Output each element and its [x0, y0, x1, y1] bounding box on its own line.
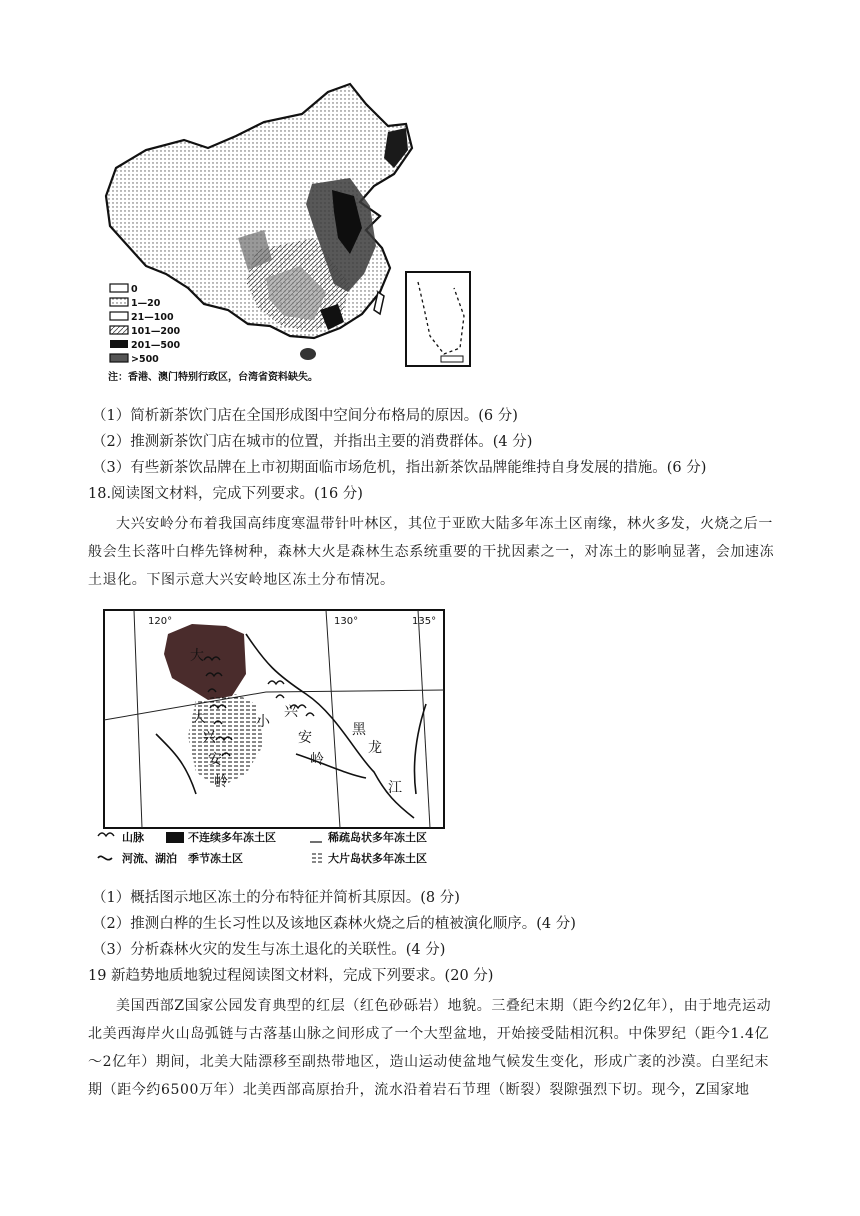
q17-sub2: （2）推测新茶饮门店在城市的位置，并指出主要的消费群体。(4 分)	[92, 434, 533, 450]
label-da1: 大	[190, 648, 204, 664]
legend-1-20: 1—20	[131, 298, 161, 309]
q17-sub1: （1）简析新茶饮门店在全国形成图中空间分布格局的原因。(6 分)	[92, 408, 518, 424]
label-ling1: 岭	[214, 774, 228, 790]
q18-sub3: （3）分析森林火灾的发生与冻土退化的关联性。(4 分)	[92, 942, 446, 958]
legend-river-symbol	[98, 856, 112, 859]
q17-sub3: （3）有些新茶饮品牌在上市初期面临市场危机，指出新茶饮品牌能维持自身发展的措施。(6 分)	[92, 460, 707, 476]
q18-heading: 18.阅读图文材料，完成下列要求。(16 分)	[88, 486, 363, 502]
q19-paragraph: 美国西部Z国家公园发育典型的红层（红色砂砾岩）地貌。三叠纪末期（距今约2亿年），由于地壳运动北美西海岸火山岛弧链与古落基山脉之间形成了一个大型盆地，开始接受陆相沉积。中侏罗纪（距今1.4亿～2亿年）期间，北美大陆漂移至副热带地区，造山运动使盆地气候发生变化，形成广袤的沙漠。白垩纪末期（距今约6500万年）北美西部高原抬升，流水沿着岩石节理（断裂）裂隙强烈下切。现今，Z国家地	[88, 998, 772, 1098]
map2-legend	[98, 830, 427, 865]
hainan-island	[300, 348, 316, 360]
label-da2: 大	[192, 710, 206, 726]
legend-river-lake: 河流、湖泊	[122, 852, 177, 865]
map1-note: 注：香港、澳门特别行政区，台湾省资料缺失。	[108, 372, 318, 383]
legend-mountain-symbol	[98, 833, 114, 836]
legend-500-plus: >500	[131, 354, 159, 365]
label-ling2: 岭	[310, 752, 324, 768]
lon-130: 130°	[334, 616, 359, 627]
legend-discontinuous: 不连续多年冻土区	[188, 831, 276, 844]
legend-201-500: 201—500	[131, 340, 181, 351]
legend-large-island: 大片岛状多年冻土区	[328, 852, 427, 865]
legend-seasonal: 季节冻土区	[188, 852, 243, 865]
legend-0: 0	[131, 284, 138, 295]
label-an1: 安	[208, 752, 222, 768]
legend-101-200: 101—200	[131, 326, 181, 337]
label-jiang: 江	[388, 780, 402, 796]
label-xiao: 小	[256, 714, 270, 730]
label-hei: 黑	[352, 722, 366, 738]
q18-paragraph: 大兴安岭分布着我国高纬度寒温带针叶林区，其位于亚欧大陆多年冻土区南缘，林火多发，火烧之后一般会生长落叶白桦先锋树种，森林大火是森林生态系统重要的干扰因素之一，对冻土的影响显著，会加速冻土退化。下图示意大兴安岭地区冻土分布情况。	[88, 516, 775, 588]
permafrost-map	[96, 604, 476, 866]
legend-sparse-island: 稀疏岛状多年冻土区	[328, 831, 427, 844]
label-an2: 安	[298, 730, 312, 746]
china-store-distribution-map	[88, 78, 478, 388]
q19-heading: 19 新趋势地质地貌过程阅读图文材料，完成下列要求。(20 分)	[88, 968, 494, 984]
label-xing1: 兴	[202, 730, 216, 746]
label-xing2: 兴	[284, 704, 298, 720]
q18-sub2: （2）推测白桦的生长习性以及该地区森林火烧之后的植被演化顺序。(4 分)	[92, 916, 576, 932]
lon-135: 135°	[412, 616, 437, 627]
q18-sub1: （1）概括图示地区冻土的分布特征并简析其原因。(8 分)	[92, 890, 460, 906]
legend-21-100: 21—100	[131, 312, 174, 323]
lon-120: 120°	[148, 616, 173, 627]
label-long: 龙	[368, 740, 382, 756]
legend-mountain: 山脉	[122, 831, 144, 844]
south-china-sea-inset	[406, 272, 470, 366]
